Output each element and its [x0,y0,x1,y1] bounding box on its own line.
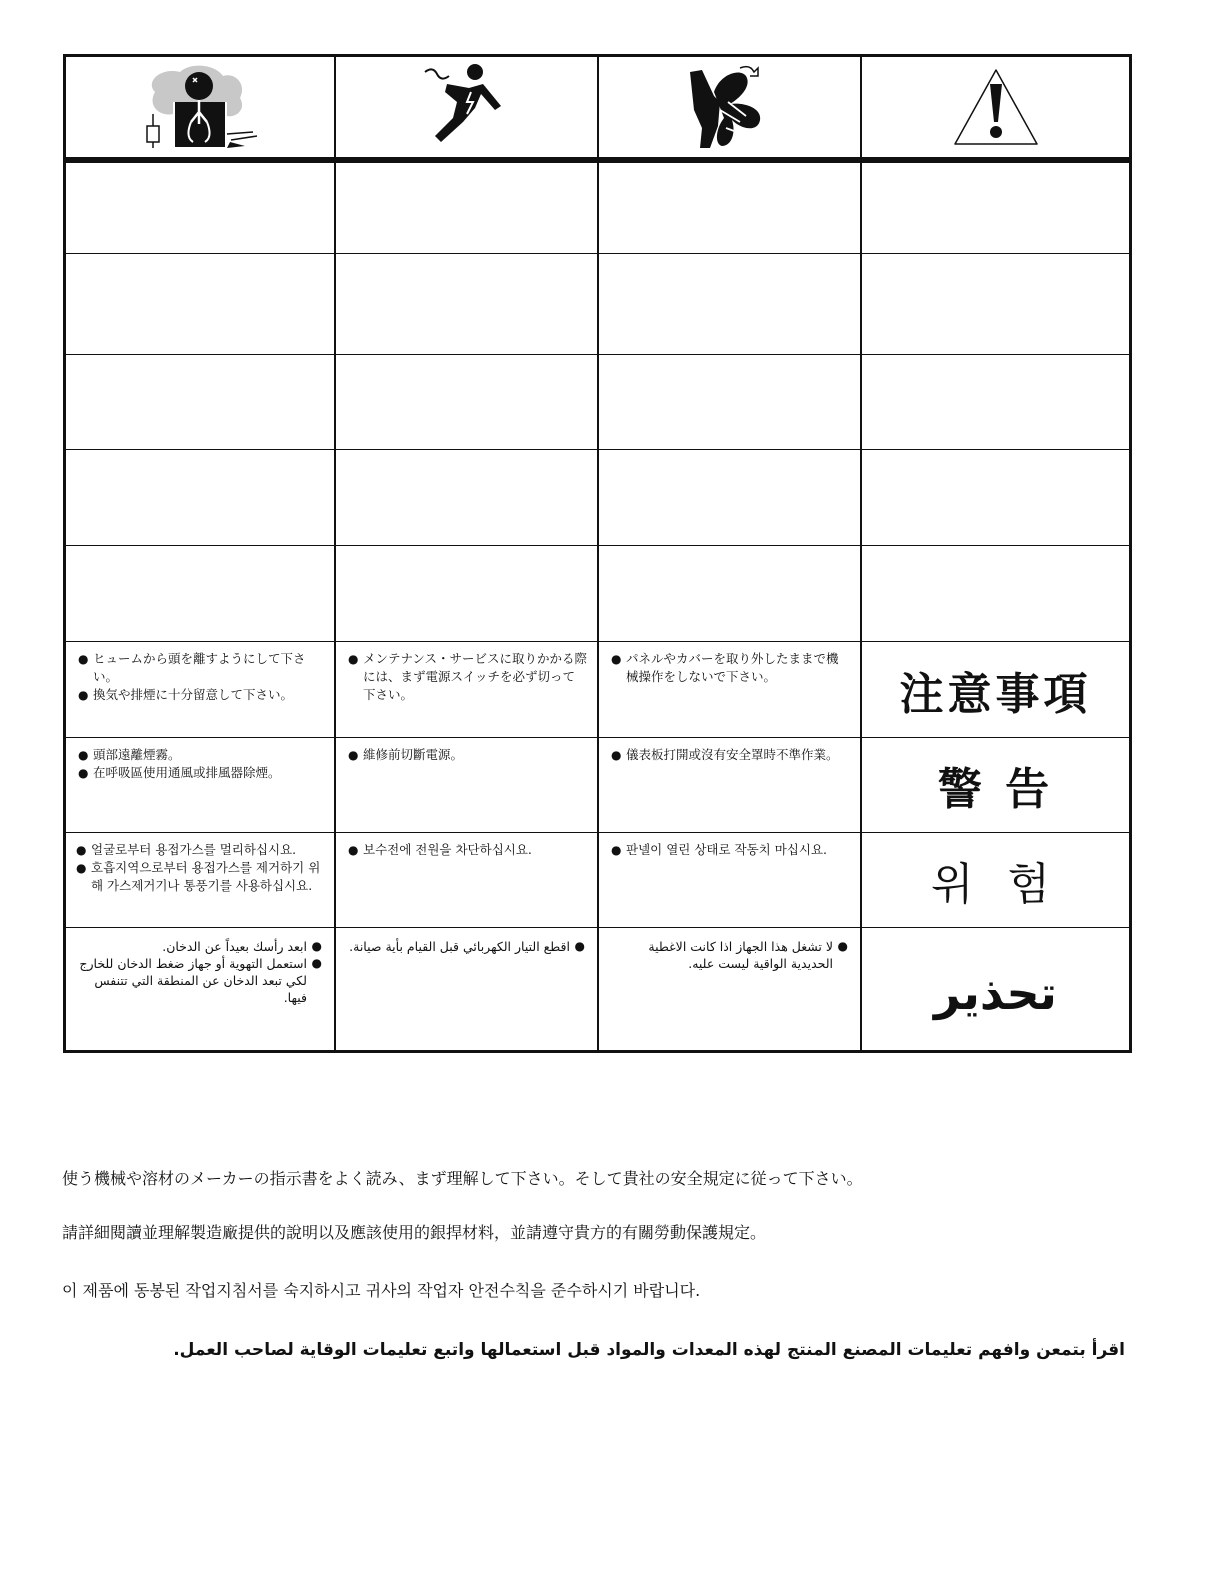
bullet-icon: ● [78,688,89,702]
list-item [78,746,324,764]
electric-shock-icon [336,57,597,157]
japanese-shock-text: メンテナンス・サービスに取りかかる際には、まず電源スイッチを必ず切って下さい。 [363,651,588,702]
bullet-icon: ● [348,843,359,857]
bullet-icon: ● [611,748,622,762]
list-item [348,841,587,859]
chinese-moving-text: 儀表板打開或沒有安全罩時不準作業。 [626,747,839,762]
japanese-heading: 注意事項 [899,668,1092,720]
list-item [348,746,587,764]
korean-shock-text: 보수전에 전원을 차단하십시요. [363,842,532,857]
korean-heading: 위 험 [931,859,1060,910]
list-item [76,859,330,895]
arabic-moving-cell [599,928,860,1050]
row-divider [66,449,1129,450]
bullet-icon: ● [78,748,89,762]
list-item [78,650,324,686]
arabic-heading: تحذير [934,966,1057,1020]
bullet-icon: ● [78,766,89,780]
bullet-icon: ● [574,939,585,953]
hand-fan-moving-parts-icon [599,57,860,157]
chinese-fumes-text: 在呼吸區使用通風或排風器除煙。 [93,765,281,780]
chinese-fumes-text: 頭部遠離煙霧。 [93,747,181,762]
arabic-moving-text: لا تشغل هذا الجهاز اذا كانت الاغطية الحديدية الواقية ليست عليه. [648,939,833,971]
footer-japanese: 使う機械や溶材のメーカーの指示書をよく読み、まず理解して下さい。そして貴社の安全規定に従って下さい。 [62,1169,863,1188]
list-item [639,938,848,972]
bullet-icon: ● [348,748,359,762]
japanese-fumes-text: ヒュームから頭を離すようにして下さい。 [93,651,306,684]
row-divider [66,545,1129,546]
bullet-icon: ● [348,652,359,666]
korean-fumes-text: 호흡지역으로부터 용접가스를 제거하기 위해 가스제거기나 통풍기를 사용하십시요. [91,860,321,893]
japanese-moving-text: パネルやカバーを取り外したままで機械操作をしないで下さい。 [626,651,839,684]
list-item [611,746,850,764]
bullet-icon: ● [78,652,89,666]
korean-moving-text: 판넬이 열린 상태로 작동치 마십시요. [626,842,827,857]
bullet-icon: ● [837,939,848,953]
list-item [76,841,330,859]
arabic-fumes-cell [66,928,334,1050]
footer-arabic: اقرأ بتمعن وافهم تعليمات المصنع المنتج لهذه المعدات والمواد قبل استعمالها واتبع تعليمات الوقاية لصاحب العمل. [173,1340,1125,1360]
footer-chinese: 請詳細閱讀並理解製造廠提供的說明以及應該使用的銀捍材料，並請遵守貴方的有關勞動保護規定。 [62,1223,767,1242]
footer-korean: 이 제품에 동봉된 작업지침서를 숙지하시고 귀사의 작업자 안전수칙을 준수하시기 바랍니다. [62,1281,701,1300]
korean-fumes-text: 얼굴로부터 용접가스를 멀리하십시요. [91,842,297,857]
bullet-icon: ● [76,843,87,857]
korean-shock-cell [336,833,597,927]
list-item [611,841,850,859]
arabic-shock-cell [336,928,597,1050]
bullet-icon: ● [611,652,622,666]
list-item [78,764,324,782]
japanese-moving-cell [599,642,860,737]
korean-moving-cell [599,833,860,927]
list-item [76,955,322,1006]
list-item [78,686,324,704]
bullet-icon: ● [611,843,622,857]
arabic-shock-text: اقطع التيار الكهربائي قبل القيام بأية صيانة. [349,939,570,954]
list-item [76,938,322,955]
chinese-shock-text: 維修前切斷電源。 [363,747,464,762]
japanese-fumes-text: 換気や排煙に十分留意して下さい。 [93,687,294,702]
list-item [611,650,850,686]
korean-fumes-cell [66,833,334,927]
chinese-shock-cell [336,738,597,832]
arabic-fumes-text: ابعد رأسك بعيداً عن الدخان. [162,939,307,954]
bullet-icon: ● [311,956,322,970]
chinese-heading: 警 告 [937,764,1054,815]
row-divider [66,354,1129,355]
arabic-fumes-text: استعمل التهوية أو جهاز ضغط الدخان للخارج لكي تبعد الدخان عن المنطقة التي تتنفس فيها. [79,956,307,1005]
chinese-moving-cell [599,738,860,832]
bullet-icon: ● [76,861,87,875]
fumes-breathing-icon [66,57,334,157]
chinese-fumes-cell [66,738,334,832]
list-item [348,650,587,704]
warning-triangle-icon [862,57,1129,157]
list-item [346,938,585,955]
header-divider [66,157,1129,163]
row-divider [66,253,1129,254]
bullet-icon: ● [311,939,322,953]
japanese-shock-cell [336,642,597,737]
japanese-fumes-cell [66,642,334,737]
safety-warning-table [63,54,1132,1053]
